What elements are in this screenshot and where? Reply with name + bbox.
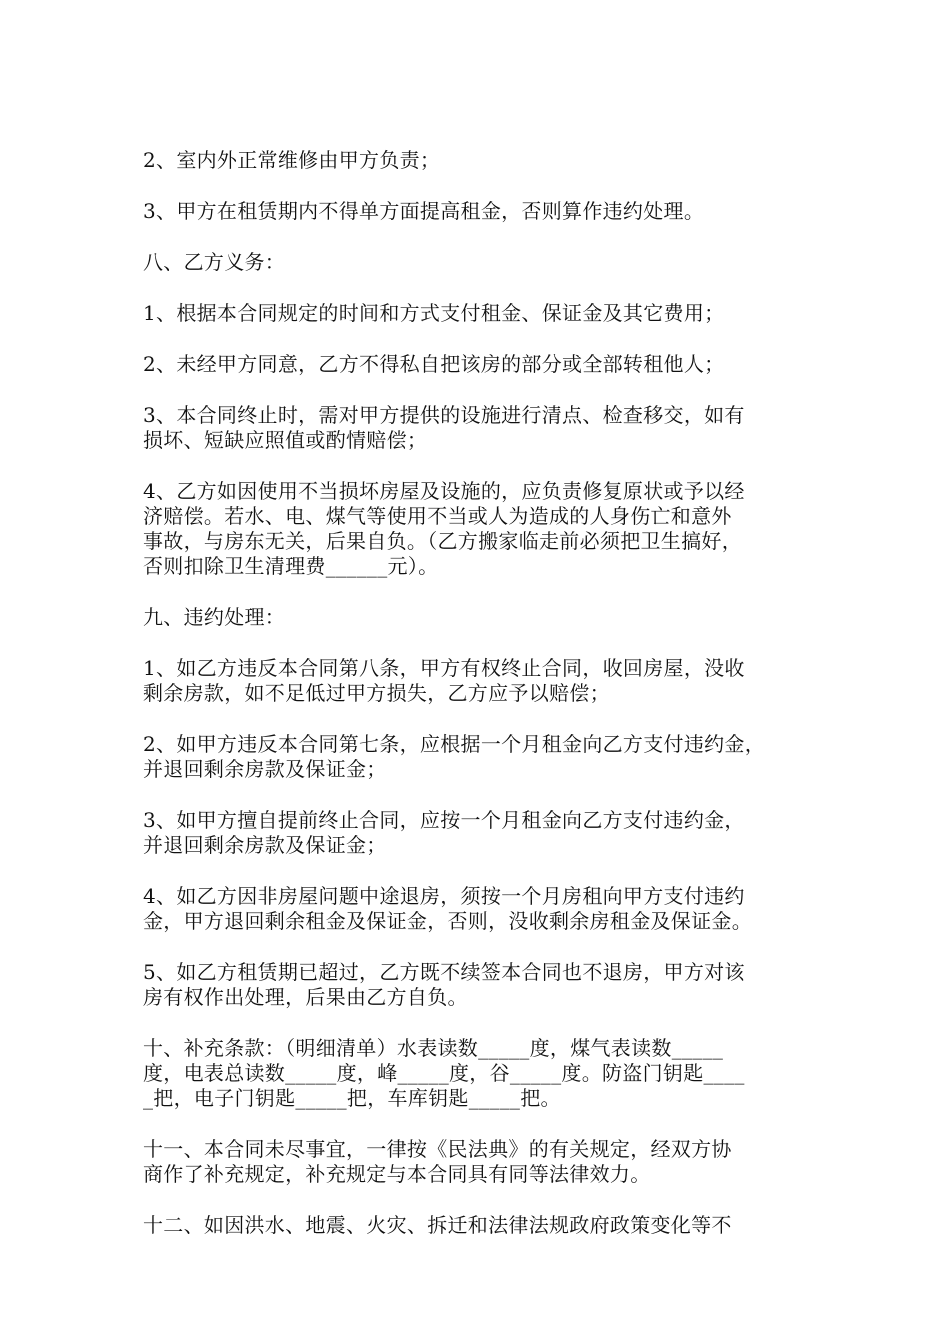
text-line: 并退回剩余房款及保证金； (143, 757, 387, 781)
text-line: 1、根据本合同规定的时间和方式支付租金、保证金及其它费用； (143, 301, 725, 325)
paragraph-8-2 (143, 352, 825, 377)
paragraph-8-3 (143, 403, 825, 453)
contract-body (143, 148, 825, 1264)
text-line: 4、如乙方因非房屋问题中途退房，须按一个月房租向甲方支付违约 (143, 884, 745, 908)
paragraph-9-5 (143, 960, 825, 1010)
text-line: 5、如乙方租赁期已超过，乙方既不续签本合同也不退房，甲方对该 (143, 960, 745, 984)
paragraph-11 (143, 1137, 825, 1187)
paragraph-8-4 (143, 479, 825, 579)
text-line: 3、本合同终止时，需对甲方提供的设施进行清点、检查移交，如有 (143, 403, 745, 427)
text-line: 十二、如因洪水、地震、火灾、拆迁和法律法规政府政策变化等不 (143, 1213, 732, 1237)
text-line: 剩余房款，如不足低过甲方损失，乙方应予以赔偿； (143, 681, 610, 705)
text-line: _把，电子门钥匙_____把，车库钥匙_____把。 (143, 1086, 561, 1110)
section-heading-8 (143, 250, 825, 275)
paragraph-9-3 (143, 808, 825, 858)
paragraph-12 (143, 1213, 825, 1238)
text-line: 3、甲方在租赁期内不得单方面提高租金，否则算作违约处理。 (143, 199, 705, 223)
text-line: 2、如甲方违反本合同第七条，应根据一个月租金向乙方支付违约金， (143, 732, 766, 756)
text-line: 商作了补充规定，补充规定与本合同具有同等法律效力。 (143, 1162, 651, 1186)
text-line: 十、补充条款：（明细清单）水表读数_____度，煤气表读数_____ (143, 1036, 724, 1060)
text-line: 十一、本合同未尽事宜，一律按《民法典》的有关规定，经双方协 (143, 1137, 732, 1161)
text-line: 1、如乙方违反本合同第八条，甲方有权终止合同，收回房屋，没收 (143, 656, 745, 680)
text-line: 房有权作出处理，后果由乙方自负。 (143, 985, 468, 1009)
paragraph-7-3 (143, 199, 825, 224)
text-line: 八、乙方义务： (143, 250, 286, 274)
paragraph-7-2 (143, 148, 825, 173)
text-line: 并退回剩余房款及保证金； (143, 833, 387, 857)
paragraph-9-1 (143, 656, 825, 706)
paragraph-9-2 (143, 732, 825, 782)
text-line: 2、未经甲方同意，乙方不得私自把该房的部分或全部转租他人； (143, 352, 725, 376)
section-heading-9 (143, 605, 825, 630)
paragraph-9-4 (143, 884, 825, 934)
text-line: 九、违约处理： (143, 605, 286, 629)
text-line: 3、如甲方擅自提前终止合同，应按一个月租金向乙方支付违约金， (143, 808, 745, 832)
text-line: 金，甲方退回剩余租金及保证金，否则，没收剩余房租金及保证金。 (143, 909, 752, 933)
text-line: 损坏、短缺应照值或酌情赔偿； (143, 428, 428, 452)
paragraph-8-1 (143, 301, 825, 326)
text-line: 济赔偿。若水、电、煤气等使用不当或人为造成的人身伤亡和意外 (143, 504, 732, 528)
text-line: 4、乙方如因使用不当损坏房屋及设施的，应负责修复原状或予以经 (143, 479, 745, 503)
text-line: 2、室内外正常维修由甲方负责； (143, 148, 441, 172)
paragraph-10-supplementary (143, 1036, 825, 1111)
text-line: 否则扣除卫生清理费______元）。 (143, 554, 439, 578)
text-line: 事故，与房东无关，后果自负。（乙方搬家临走前必须把卫生搞好， (143, 529, 742, 553)
text-line: 度，电表总读数_____度，峰_____度，谷_____度。防盗门钥匙____ (143, 1061, 745, 1085)
